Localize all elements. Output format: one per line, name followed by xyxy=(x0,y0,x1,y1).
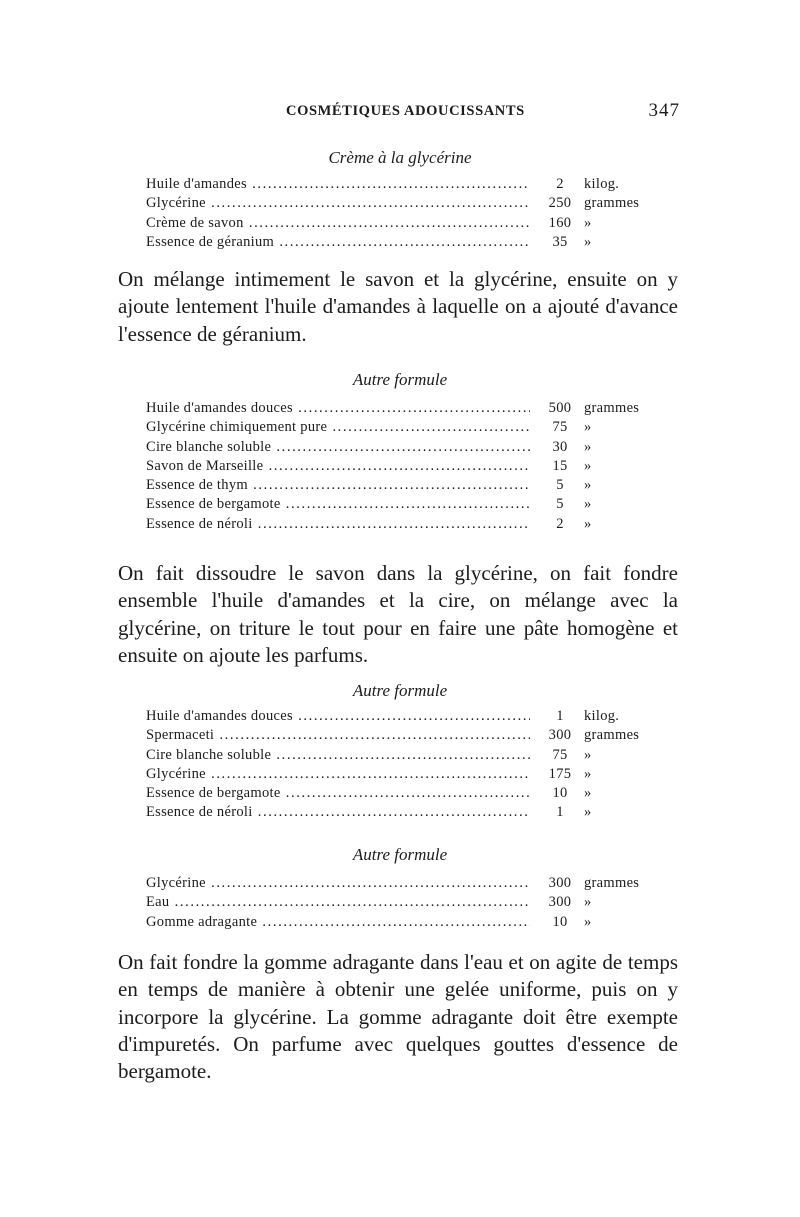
ingredient-unit: grammes xyxy=(584,400,640,416)
ingredient-name: Cire blanche soluble ..... xyxy=(146,438,530,457)
page-number: 347 xyxy=(648,100,680,121)
ingredient-list xyxy=(146,707,656,823)
ingredient-name: Gomme adragante ..... xyxy=(146,913,530,932)
ingredient-quantity: 300 xyxy=(548,727,572,744)
ingredient-unit: » xyxy=(584,233,592,250)
ingredient-unit: » xyxy=(584,457,592,474)
ingredient-row xyxy=(146,765,656,784)
instruction-paragraph: On fait dissoudre le savon dans la glycérine, on fait fondre ensemble l'huile d'amandes et la cire, on mélange avec la glycérine, on triture le tout pour en faire une pâte homogène et ensuite on ajoute les parfums. xyxy=(118,561,678,667)
ingredient-quantity: 175 xyxy=(548,765,572,782)
ingredient-unit: » xyxy=(584,765,592,782)
running-head xyxy=(118,100,680,127)
ingredient-unit: » xyxy=(584,894,592,911)
recipe-title: Autre formule xyxy=(352,370,448,389)
ingredient-unit: » xyxy=(584,515,592,532)
ingredient-row xyxy=(146,803,656,822)
ingredient-quantity: 2 xyxy=(556,515,564,532)
recipe-title: Autre formule xyxy=(352,681,448,700)
recipe-title: Autre formule xyxy=(352,845,448,864)
ingredient-list xyxy=(146,874,656,932)
ingredient-name: Essence de thym ..... xyxy=(146,476,530,495)
ingredient-row xyxy=(146,476,656,495)
ingredient-unit: kilog. xyxy=(584,176,620,192)
ingredient-row xyxy=(146,495,656,514)
ingredient-quantity: 300 xyxy=(548,894,572,911)
ingredient-name: Essence de néroli ..... xyxy=(146,515,530,534)
ingredient-unit: » xyxy=(584,214,592,231)
ingredient-row xyxy=(146,418,656,437)
ingredient-quantity: 10 xyxy=(552,913,568,930)
ingredient-quantity: 2 xyxy=(556,176,564,192)
ingredient-row xyxy=(146,233,656,252)
ingredient-row xyxy=(146,194,656,213)
ingredient-unit: grammes xyxy=(584,727,640,744)
ingredient-quantity: 15 xyxy=(552,457,568,474)
ingredient-name: Savon de Marseille ..... xyxy=(146,457,530,476)
ingredient-row xyxy=(146,457,656,476)
ingredient-unit: » xyxy=(584,785,592,802)
ingredient-row xyxy=(146,707,656,726)
ingredient-quantity: 160 xyxy=(548,214,572,231)
ingredient-name: Glycérine chimiquement pure ..... xyxy=(146,418,530,437)
ingredient-name: Glycérine ..... xyxy=(146,765,530,784)
ingredient-name: Essence de bergamote ..... xyxy=(146,495,530,514)
ingredient-unit: » xyxy=(584,913,592,930)
ingredient-row xyxy=(146,515,656,534)
ingredient-name: Huile d'amandes ..... xyxy=(146,175,530,194)
ingredient-list xyxy=(146,399,656,534)
ingredient-row xyxy=(146,874,656,893)
ingredient-name: Essence de bergamote ..... xyxy=(146,784,530,803)
ingredient-name: Crème de savon ..... xyxy=(146,214,530,233)
ingredient-unit: » xyxy=(584,746,592,763)
ingredient-name: Huile d'amandes douces ..... xyxy=(146,399,530,418)
ingredient-unit: grammes xyxy=(584,195,640,212)
instruction-paragraph: On fait fondre la gomme adragante dans l'eau et on agite de temps en temps de manière à obtenir une gelée uniforme, puis on y incorpore la glycérine. La gomme adragante doit être exempte d'impuretés. On parfume avec quelques gouttes d'essence de bergamote. xyxy=(118,950,678,1084)
ingredient-quantity: 5 xyxy=(556,477,564,494)
ingredient-quantity: 10 xyxy=(552,785,568,802)
ingredient-row xyxy=(146,746,656,765)
ingredient-quantity: 35 xyxy=(552,233,568,250)
ingredient-unit: » xyxy=(584,438,592,455)
ingredient-name: Eau ..... xyxy=(146,893,530,912)
ingredient-unit: » xyxy=(584,419,592,436)
ingredient-name: Glycérine ..... xyxy=(146,874,530,893)
ingredient-quantity: 250 xyxy=(548,195,572,212)
ingredient-unit: » xyxy=(584,496,592,513)
ingredient-quantity: 300 xyxy=(548,875,572,891)
ingredient-row xyxy=(146,726,656,745)
running-title: COSMÉTIQUES ADOUCISSANTS xyxy=(286,103,525,119)
ingredient-unit: kilog. xyxy=(584,708,620,724)
ingredient-row xyxy=(146,214,656,233)
ingredient-list xyxy=(146,175,656,252)
ingredient-quantity: 75 xyxy=(552,746,568,763)
ingredient-quantity: 1 xyxy=(556,804,564,821)
ingredient-row xyxy=(146,913,656,932)
ingredient-unit: » xyxy=(584,804,592,821)
instruction-paragraph: On mélange intimement le savon et la glycérine, ensuite on y ajoute lentement l'huile d'amandes à laquelle on a ajouté d'avance l'essence de géranium. xyxy=(118,267,678,346)
ingredient-name: Cire blanche soluble ..... xyxy=(146,746,530,765)
ingredient-name: Huile d'amandes douces ..... xyxy=(146,707,530,726)
ingredient-quantity: 5 xyxy=(556,496,564,513)
ingredient-quantity: 75 xyxy=(552,419,568,436)
ingredient-name: Essence de géranium ..... xyxy=(146,233,530,252)
ingredient-row xyxy=(146,175,656,194)
ingredient-name: Spermaceti ..... xyxy=(146,726,530,745)
ingredient-unit: » xyxy=(584,477,592,494)
ingredient-quantity: 1 xyxy=(556,708,564,724)
ingredient-quantity: 500 xyxy=(548,400,572,416)
ingredient-unit: grammes xyxy=(584,875,640,891)
ingredient-row xyxy=(146,784,656,803)
recipe-title: Crème à la glycérine xyxy=(328,148,472,167)
ingredient-row xyxy=(146,893,656,912)
ingredient-row xyxy=(146,399,656,418)
ingredient-name: Essence de néroli ..... xyxy=(146,803,530,822)
ingredient-quantity: 30 xyxy=(552,438,568,455)
ingredient-row xyxy=(146,438,656,457)
ingredient-name: Glycérine ..... xyxy=(146,194,530,213)
